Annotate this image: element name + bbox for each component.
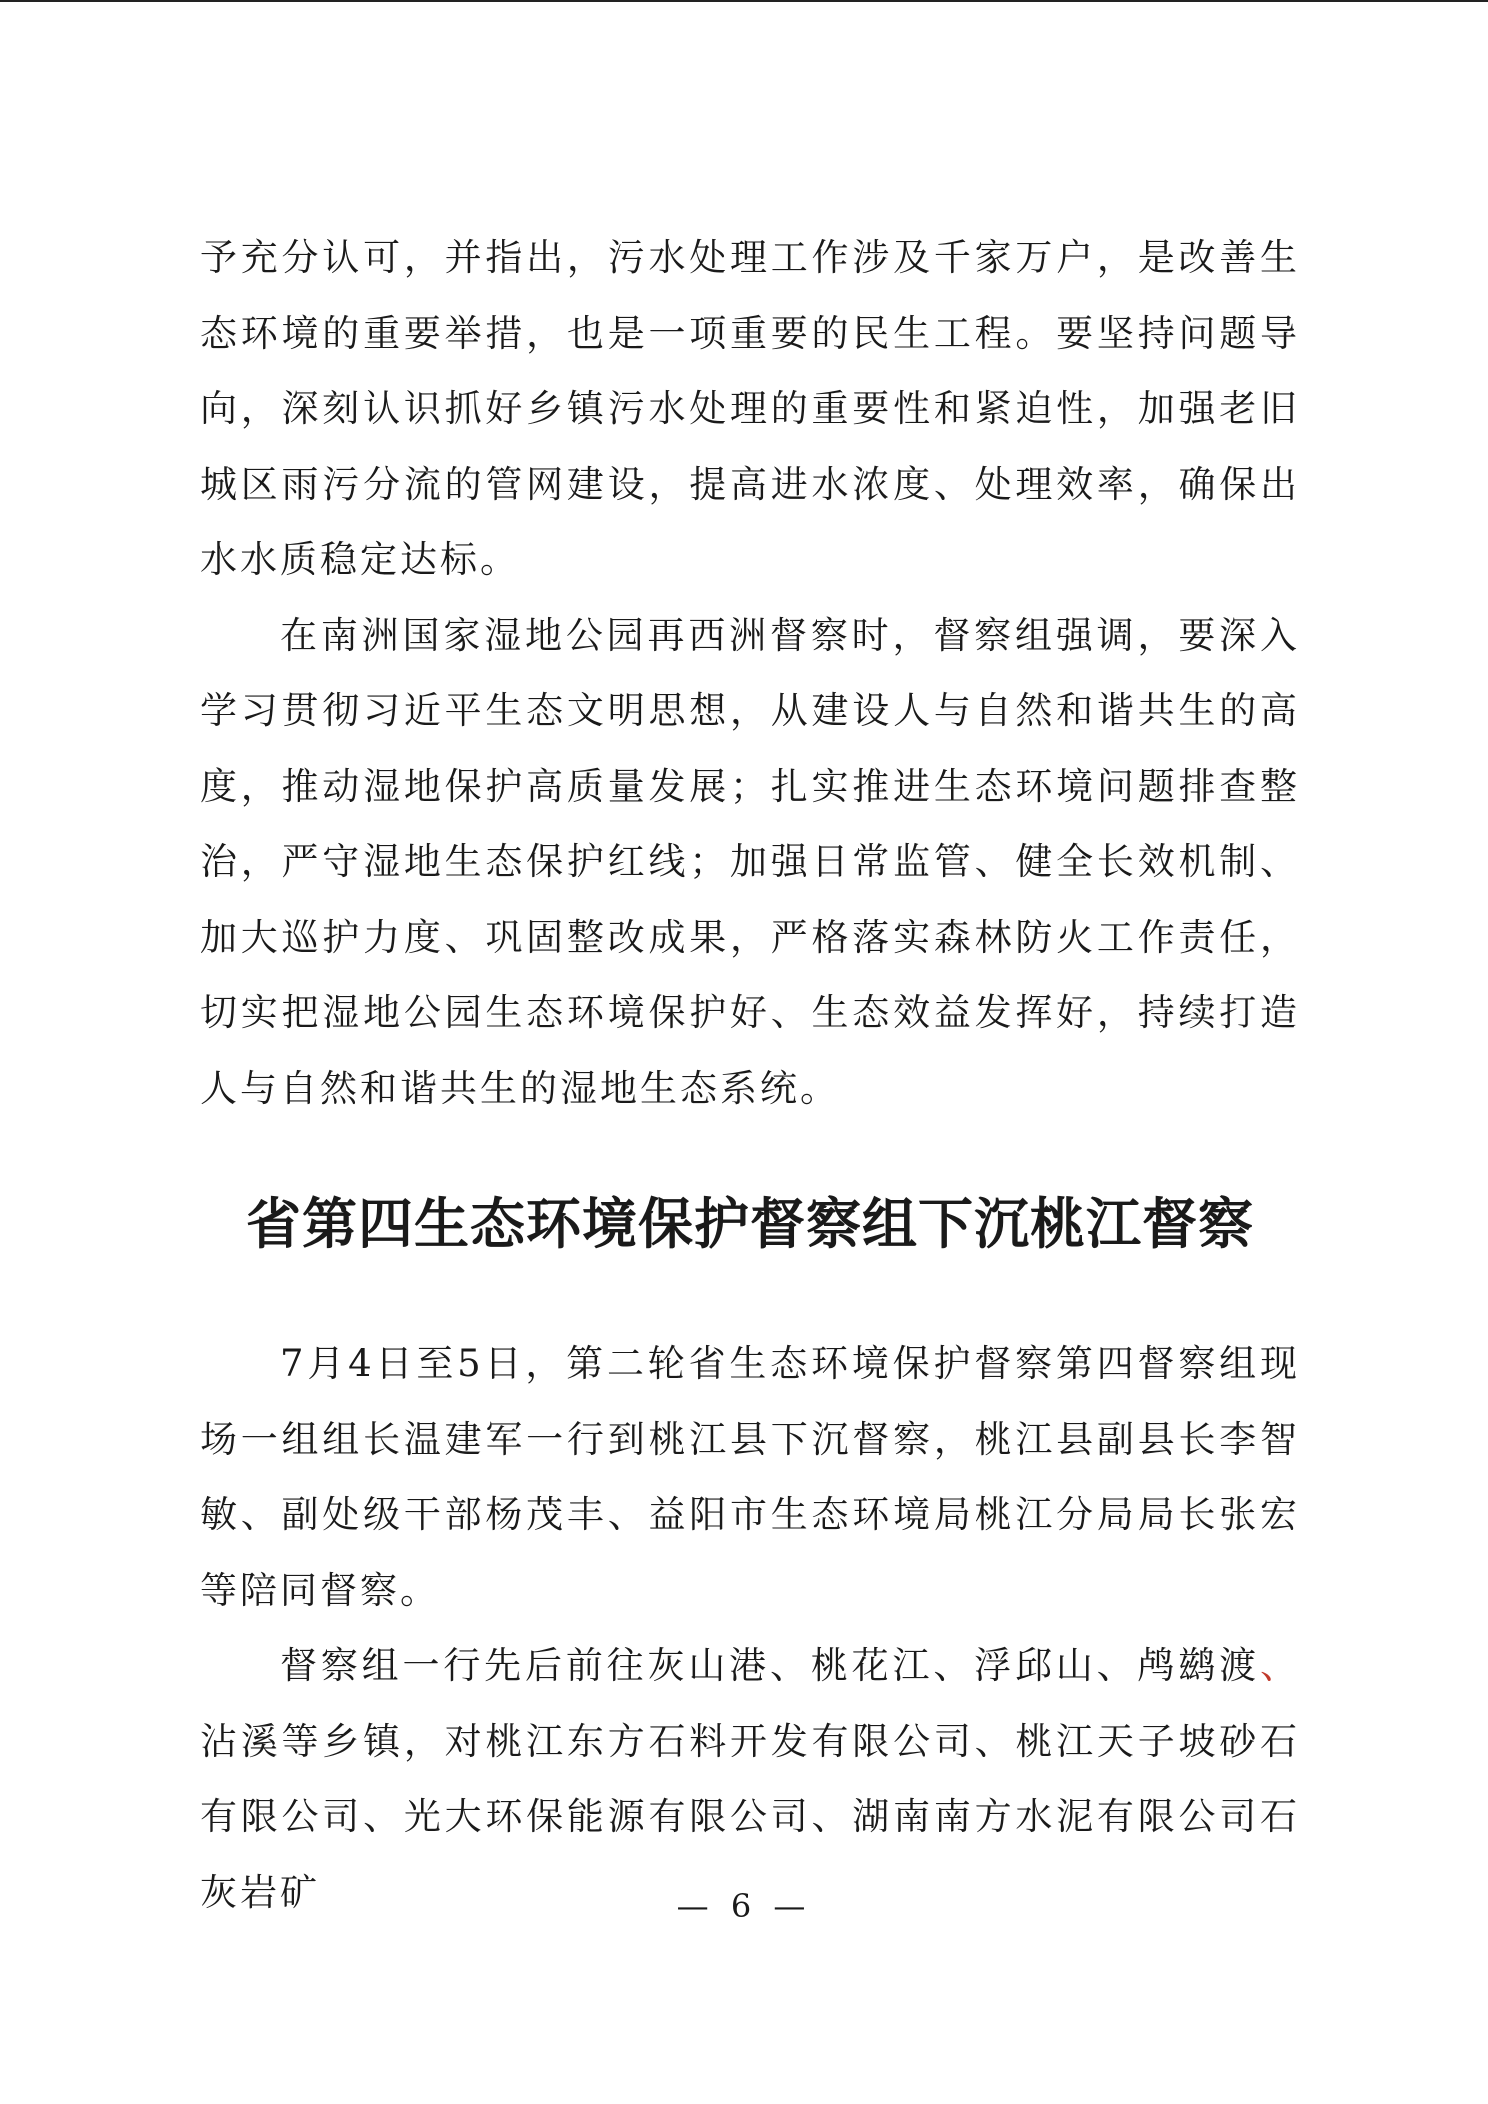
- paragraph-2: 在南洲国家湿地公园再西洲督察时，督察组强调，要深入学习贯彻习近平生态文明思想，从建设人与自然和谐共生的高度，推动湿地保护高质量发展；扎实推进生态环境问题排查整治，严守湿地生态保护红线；加强日常监管、健全长效机制、加大巡护力度、巩固整改成果，严格落实森林防火工作责任，切实把湿地公园生态环境保护好、生态效益发挥好，持续打造人与自然和谐共生的湿地生态系统。: [200, 613, 1300, 1110]
- section-title: 省第四生态环境保护督察组下沉桃江督察: [245, 1192, 1254, 1256]
- page-number: — 6 —: [676, 1887, 812, 1925]
- paragraph-4-red-mark: 、: [1260, 1644, 1300, 1687]
- paragraph-4-part-1: 督察组一行先后前往灰山港、桃花江、浮邱山、鸬鹚渡: [280, 1644, 1260, 1687]
- paragraph-3: 7月4日至5日，第二轮省生态环境保护督察第四督察组现场一组组长温建军一行到桃江县下沉督察，桃江县副县长李智敏、副处级干部杨茂丰、益阳市生态环境局桃江分局局长张宏等陪同督察。: [200, 1342, 1300, 1612]
- paragraph-4-part-2: 沾溪等乡镇，对桃江东方石料开发有限公司、桃江天子坡砂石有限公司、光大环保能源有限公司、湖南南方水泥有限公司石灰岩矿: [200, 1719, 1300, 1914]
- paragraph-4: [200, 1628, 1300, 1930]
- document-body: [200, 220, 1300, 1930]
- paragraph-1: 予充分认可，并指出，污水处理工作涉及千家万户，是改善生态环境的重要举措，也是一项重要的民生工程。要坚持问题导向，深刻认识抓好乡镇污水处理的重要性和紧迫性，加强老旧城区雨污分流的管网建设，提高进水浓度、处理效率，确保出水水质稳定达标。: [200, 236, 1300, 581]
- page-top-border: [0, 0, 1488, 2]
